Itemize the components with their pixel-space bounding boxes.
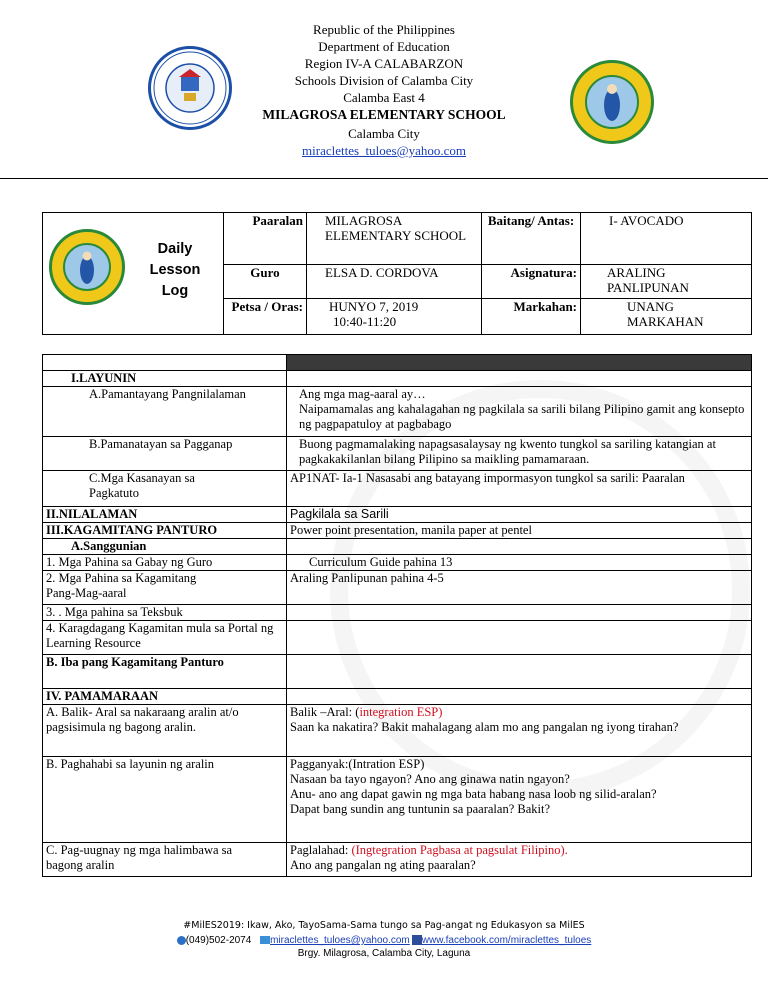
balik-aral-question: Saan ka nakatira? Bakit mahalagang alam mo ang pangalan ng iyong tirahan? [290, 720, 679, 734]
pagganyak-title: Pagganyak:(Intration ESP) [290, 757, 425, 771]
balik-aral-title: Balik –Aral: ( [290, 705, 360, 719]
portal-label: 4. Karagdagang Kagamitan mula sa Portal ng Learning Resource [43, 621, 287, 655]
paglalahad-question: Ano ang pangalan ng ating paaralan? [290, 858, 476, 872]
paaralan-value: MILAGROSA ELEMENTARY SCHOOL [307, 213, 482, 265]
kagamitang-mag-aaral-value: Araling Panlipunan pahina 4-5 [287, 571, 752, 605]
petsa-time: 10:40-11:20 [333, 314, 397, 329]
iba-pang-kagamitan-heading: B. Iba pang Kagamitang Panturo [43, 655, 287, 689]
petsa-date: HUNYO 7, 2019 [329, 299, 419, 314]
lesson-info-table [42, 212, 752, 335]
pagganap-label: B.Pamanatayan sa Pagganap [43, 437, 287, 471]
kagamitang-mag-aaral-label: 2. Mga Pahina sa Kagamitang Pang-Mag-aaral [43, 571, 287, 605]
title-log: Log [161, 283, 189, 299]
school-seal-logo [49, 229, 125, 305]
header-city: Calamba City [348, 126, 420, 141]
header-school-name: MILAGROSA ELEMENTARY SCHOOL [262, 107, 506, 122]
pamamaraan-heading: IV. PAMAMARAAN [43, 689, 287, 705]
dark-header-left [43, 355, 287, 371]
title-daily: Daily [157, 241, 193, 257]
footer-facebook-link[interactable]: www.facebook.com/miraclettes_tuloes [421, 935, 592, 946]
dark-header-right [287, 355, 752, 371]
pagganap-value: Buong pagmamalaking napagsasalaysay ng kwento tungkol sa sariling katangian at pagkakakilanlan bilang Pilipino sa maikling pamamaraan. [287, 437, 752, 471]
footer-hashtag: #MilES2019: Ikaw, Ako, TayoSama-Sama tungo sa Pag-angat ng Edukasyon sa MilES [183, 920, 585, 931]
header-divider [0, 178, 768, 179]
pamantayang-label: A.Pamantayang Pangnilalaman [43, 387, 287, 437]
integration-esp-tag: integration ESP) [359, 705, 443, 719]
integration-filipino-tag: (Ingtegration Pagbasa at pagsulat Filipino). [351, 843, 568, 857]
sanggunian-heading: A.Sanggunian [43, 539, 287, 555]
kasanayan-label: C.Mga Kasanayan sa Pagkatuto [43, 471, 287, 507]
pagganyak-q2: Anu- ano ang dapat gawin ng mga bata habang nasa loob ng silid-aralan? [290, 787, 657, 801]
phone-icon [177, 936, 186, 945]
daily-lesson-log-cell [43, 213, 224, 335]
header-republic: Republic of the Philippines [313, 22, 455, 37]
footer-address: Brgy. Milagrosa, Calamba City, Laguna [297, 948, 471, 959]
petsa-label: Petsa / Oras: [224, 299, 307, 335]
asignatura-value: ARALING PANLIPUNAN [581, 265, 752, 299]
title-lesson: Lesson [149, 262, 201, 278]
balik-aral-label: A. Balik- Aral sa nakaraang aralin at/o pagsisimula ng bagong aralin. [43, 705, 287, 757]
email-icon [260, 936, 270, 944]
paaralan-label: Paaralan [224, 213, 307, 265]
pamantayang-value: Naipamamalas ang kahalagahan ng pagkilala sa sarili bilang Pilipino gamit ang konsepto ng pagpapatuloy at pagbabago [299, 402, 745, 431]
pamantayang-intro: Ang mga mag-aaral ay… [299, 387, 426, 401]
baitang-value: I- AVOCADO [581, 213, 752, 265]
markahan-value: UNANG MARKAHAN [581, 299, 752, 335]
paghahabi-label: B. Paghahabi sa layunin ng aralin [43, 757, 287, 843]
pagganyak-q3: Dapat bang sundin ang tuntunin sa paaralan? Bakit? [290, 802, 550, 816]
kagamitan-heading: III.KAGAMITANG PANTURO [43, 523, 287, 539]
markahan-label: Markahan: [482, 299, 581, 335]
baitang-label: Baitang/ Antas: [482, 213, 581, 265]
facebook-icon [412, 935, 422, 945]
header-email-link[interactable]: miraclettes_tuloes@yahoo.com [302, 143, 466, 158]
layunin-heading: I.LAYUNIN [43, 371, 287, 387]
gabay-guro-value: Curriculum Guide pahina 13 [287, 555, 752, 571]
nilalaman-heading: II.NILALAMAN [43, 507, 287, 523]
header-division: Schools Division of Calamba City [294, 73, 474, 88]
teksbuk-label: 3. . Mga pahina sa Teksbuk [43, 605, 287, 621]
header-district: Calamba East 4 [343, 90, 425, 105]
paglalahad-title: Paglalahad: [290, 843, 352, 857]
footer-email-link[interactable]: miraclettes_tuloes@yahoo.com [270, 935, 410, 946]
pagganyak-q1: Nasaan ba tayo ngayon? Ano ang ginawa natin ngayon? [290, 772, 570, 786]
header-region: Region IV-A CALABARZON [304, 56, 464, 71]
footer-phone: (049)502-2074 [185, 935, 252, 946]
kagamitan-value: Power point presentation, manila paper at pentel [287, 523, 752, 539]
header-department: Department of Education [318, 39, 450, 54]
gabay-guro-label: 1. Mga Pahina sa Gabay ng Guro [43, 555, 287, 571]
kasanayan-value: AP1NAT- Ia-1 Nasasabi ang batayang impormasyon tungkol sa sarili: Paaralan [287, 471, 752, 507]
guro-label: Guro [224, 265, 307, 299]
pag-uugnay-label: C. Pag-uugnay ng mga halimbawa sa bagong aralin [43, 843, 287, 877]
guro-value: ELSA D. CORDOVA [307, 265, 482, 299]
nilalaman-value: Pagkilala sa Sarili [287, 507, 752, 523]
lesson-plan-table [42, 354, 752, 877]
asignatura-label: Asignatura: [482, 265, 581, 299]
